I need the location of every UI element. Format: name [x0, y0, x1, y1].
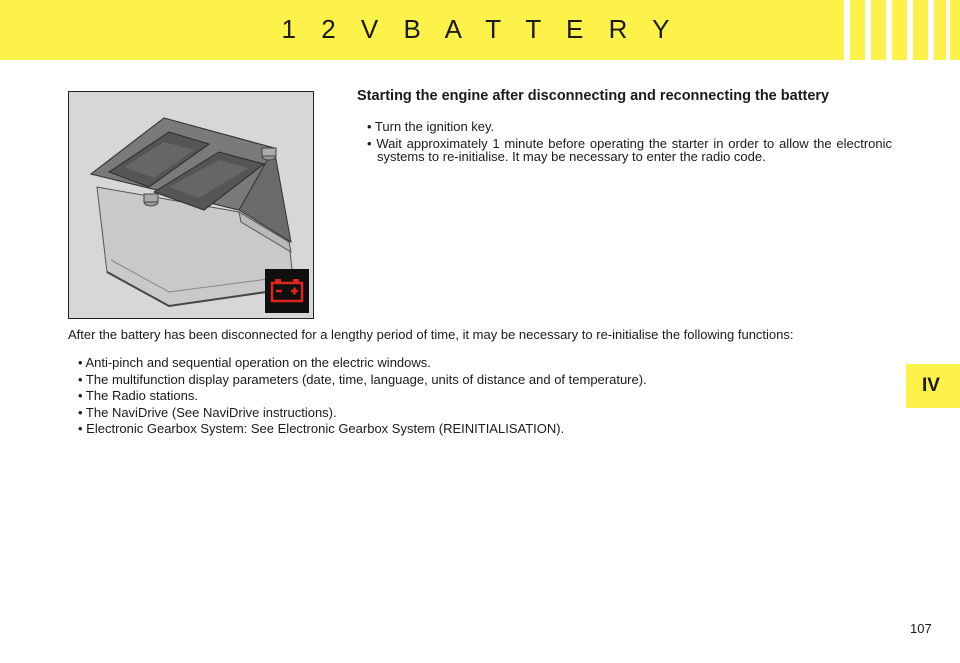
- chapter-tab-label: IV: [922, 375, 940, 396]
- functions-bullet-list: [68, 356, 892, 439]
- battery-illustration: [68, 91, 314, 319]
- chapter-tab: [906, 364, 960, 408]
- list-item: • Turn the ignition key.: [367, 119, 495, 134]
- header-band: [0, 0, 960, 60]
- intro-paragraph: After the battery has been disconnected for a lengthy period of time, it may be necessary to re-initialise the following functions:: [68, 327, 794, 342]
- page-title: 1 2 V B A T T E R Y: [281, 14, 679, 44]
- battery-warning-badge: [265, 269, 309, 313]
- section-bullet-list: [357, 120, 892, 167]
- header-stripes: [840, 0, 960, 60]
- section-heading: Starting the engine after disconnecting and reconnecting the battery: [357, 88, 830, 104]
- list-item: • The Radio stations.: [78, 388, 198, 403]
- list-item: • Electronic Gearbox System: See Electronic Gearbox System (REINITIALISATION).: [78, 421, 565, 436]
- battery-warning-icon: [265, 269, 309, 313]
- list-item: • The multifunction display parameters (date, time, language, units of distance and of temperature).: [78, 371, 647, 387]
- list-item: • Anti-pinch and sequential operation on the electric windows.: [78, 355, 431, 370]
- page-number: 107: [910, 621, 932, 636]
- list-item: • Wait approximately 1 minute before operating the starter in order to allow the electronic systems to re-initialise. It may be necessary to enter the radio code.: [367, 135, 892, 164]
- list-item: • The NaviDrive (See NaviDrive instructions).: [78, 404, 337, 420]
